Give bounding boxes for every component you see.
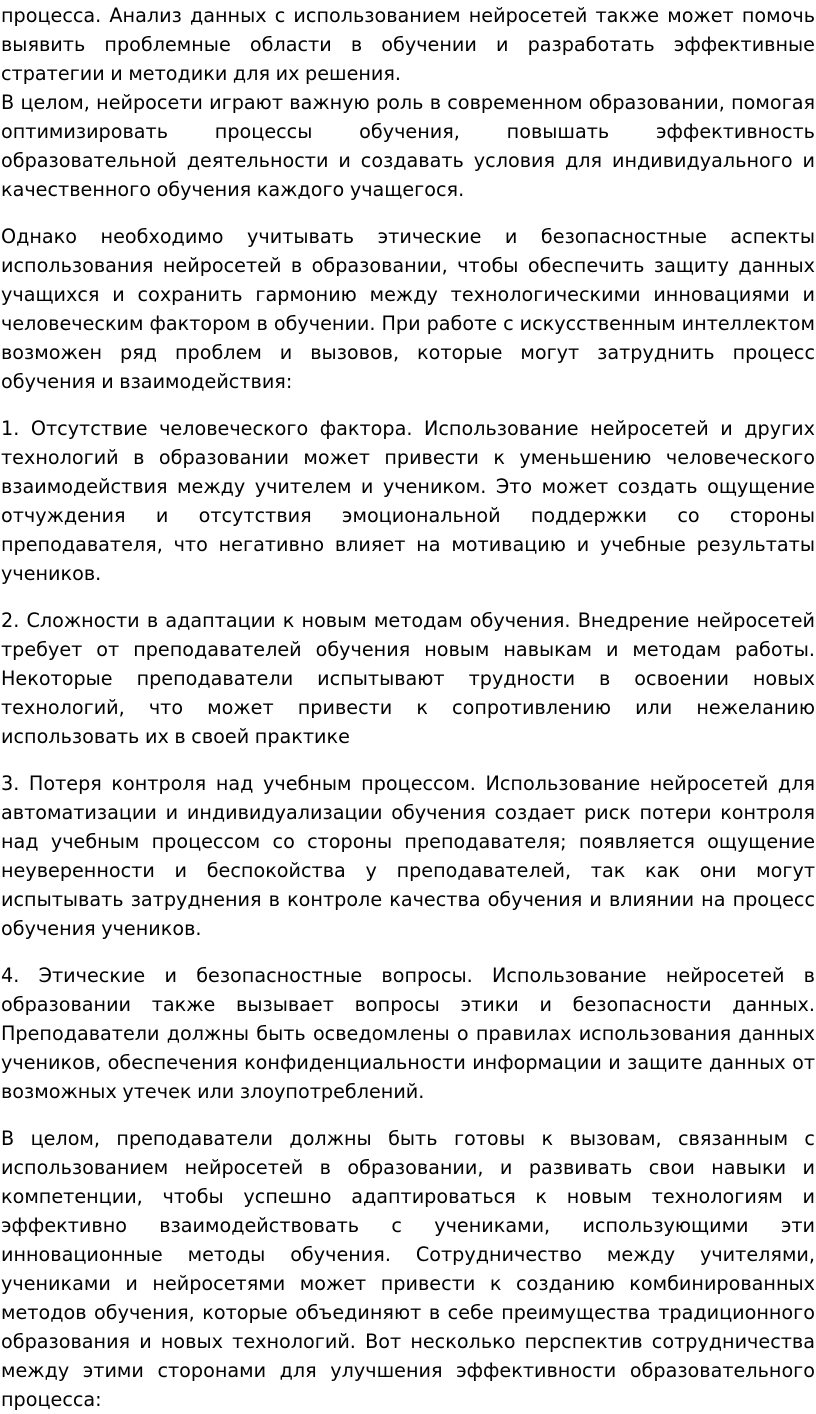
paragraph-data-analysis: процесса. Анализ данных с использованием нейросетей также может помочь выявить проблемные области в обучении и разработать эффективные стратегии и методики для их решения. (1, 4, 815, 85)
paragraph-neural-networks-role: В целом, нейросети играют важную роль в современном образовании, помогая оптимизировать процессы обучения, повышать эффективность образовательной деятельности и создавать условия для индивидуального и качественного обучения каждого учащегося. (1, 91, 815, 201)
paragraph-ethics-intro: Однако необходимо учитывать этические и безопасностные аспекты использования нейросетей в образовании, чтобы обеспечить защиту данных учащихся и сохранить гармонию между технологическими инновациями и человеческим фактором в обучении. При работе с искусственным интеллектом возможен ряд проблем и вызовов, которые могут затруднить процесс обучения и взаимодействия: (1, 225, 815, 393)
document-page (1, 1, 815, 1414)
list-item-human-factor: 1. Отсутствие человеческого фактора. Использование нейросетей и других технологий в образовании может привести к уменьшению человеческого взаимодействия между учителем и учеником. Это может создать ощущение отчуждения и отсутствия эмоциональной поддержки со стороны преподавателя, что негативно влияет на мотивацию и учебные результаты учеников. (1, 417, 815, 585)
list-item-ethics-security: 4. Этические и безопасностные вопросы. Использование нейросетей в образовании также вызывает вопросы этики и безопасности данных. Преподаватели должны быть осведомлены о правилах использования данных учеников, обеспечения конфиденциальности информации и защите данных от возможных утечек или злоупотреблений. (1, 964, 815, 1103)
paragraph-conclusion: В целом, преподаватели должны быть готовы к вызовам, связанным с использованием нейросетей в образовании, и развивать свои навыки и компетенции, чтобы успешно адаптироваться к новым технологиям и эффективно взаимодействовать с учениками, использующими эти инновационные методы обучения. Сотрудничество между учителями, учениками и нейросетями может привести к созданию комбинированных методов обучения, которые объединяют в себе преимущества традиционного образования и новых технологий. Вот несколько перспектив сотрудничества между этими сторонами для улучшения эффективности образовательного процесса: (1, 1127, 815, 1411)
list-item-adaptation: 2. Сложности в адаптации к новым методам обучения. Внедрение нейросетей требует от преподавателей обучения новым навыкам и методам работы. Некоторые преподаватели испытывают трудности в освоении новых технологий, что может привести к сопротивлению или нежеланию использовать их в своей практике (1, 609, 815, 748)
list-item-loss-of-control: 3. Потеря контроля над учебным процессом. Использование нейросетей для автоматизации и индивидуализации обучения создает риск потери контроля над учебным процессом со стороны преподавателя; появляется ощущение неуверенности и беспокойства у преподавателей, так как они могут испытывать затруднения в контроле качества обучения и влиянии на процесс обучения учеников. (1, 772, 815, 940)
